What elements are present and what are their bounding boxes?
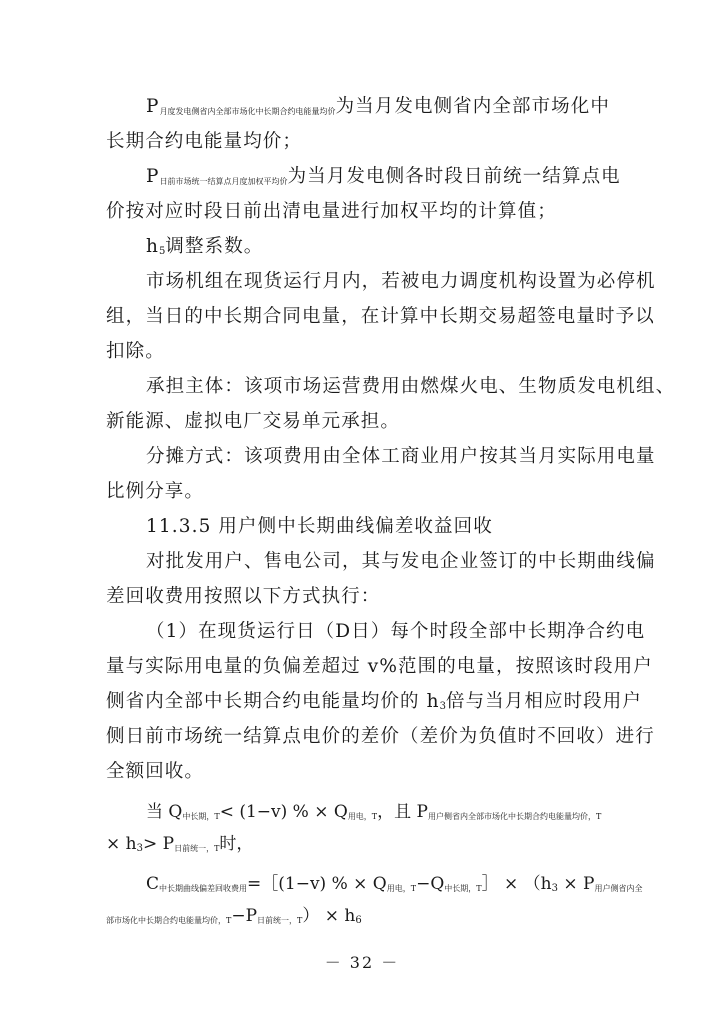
paragraph-line: 长期合约电能量均价； [106, 131, 303, 152]
math-text: > P [142, 834, 175, 854]
text: 侧省内全部中长期合约电能量均价的 h [106, 691, 440, 712]
subscript: 日前市场统一结算点月度加权平均价 [159, 177, 288, 186]
symbol-p: P [146, 96, 160, 117]
paragraph-line: 对批发用户、售电公司，其与发电企业签订的中长期曲线偏 [146, 551, 656, 572]
page-number: － 32 － [324, 953, 400, 972]
formula-cost-line1 [146, 872, 666, 901]
math-text: ） × h [302, 906, 356, 926]
subscript: 中长期曲线偏差回收费用 [159, 884, 248, 893]
subscript: 用电，T [347, 812, 378, 821]
math-text: =［(1−v) % × Q [247, 874, 387, 894]
paragraph-line: 全额回收。 [106, 761, 205, 782]
paragraph-line: 侧日前市场统一结算点电价的差价（差价为负值时不回收）进行 [106, 726, 655, 747]
paragraph-line [146, 165, 626, 194]
subscript: 月度发电侧省内全部市场化中长期合约电能量均价 [159, 107, 336, 116]
subscript: 日前统一，T [257, 916, 303, 925]
subscript: 日前统一，T [174, 844, 220, 853]
subscript: 用户侧省内全 [594, 884, 643, 893]
paragraph-line: 扣除。 [106, 341, 165, 362]
subscript: 部市场化中长期合约电能量均价，T [106, 916, 232, 925]
paragraph-line: 新能源、虚拟电厂交易单元承担。 [106, 411, 401, 432]
math-text: × h [106, 834, 137, 854]
symbol-h: h [146, 236, 160, 257]
text: 调整系数。 [165, 236, 264, 257]
paragraph-line: （1）在现货运行日（D日）每个时段全部中长期净合约电 [146, 621, 646, 642]
subscript: 中长期，T [444, 884, 482, 893]
math-text: −P [231, 906, 258, 926]
subscript: 5 [159, 246, 166, 257]
math-text: −Q [416, 874, 445, 894]
paragraph-line: 比例分享。 [106, 481, 205, 502]
subscript: 用户侧省内全部市场化中长期合约电能量均价，T [428, 812, 602, 821]
math-text: ，且 P [377, 802, 428, 822]
paragraph-line: 差回收费用按照以下方式执行： [106, 586, 381, 607]
math-text: 时， [219, 834, 254, 854]
section-heading: 11.3.5 用户侧中长期曲线偏差收益回收 [146, 516, 493, 537]
subscript: 3 [439, 701, 446, 712]
symbol-p: P [146, 166, 160, 187]
text: 为当月发电侧省内全部市场化中 [335, 96, 610, 117]
paragraph-line: 市场机组在现货运行月内，若被电力调度机构设置为必停机 [146, 271, 656, 292]
formula-condition-line2 [106, 832, 626, 861]
subscript: 3 [551, 883, 558, 894]
formula-cost-line2 [106, 904, 626, 933]
math-text: 当 Q [146, 802, 183, 822]
subscript: 中长期，T [182, 812, 220, 821]
formula-condition-line1 [146, 800, 666, 829]
math-text: < (1−v) % × Q [219, 802, 348, 822]
paragraph-line [106, 690, 642, 719]
text: 为当月发电侧各时段日前统一结算点电 [287, 166, 621, 187]
subscript: 6 [355, 915, 362, 926]
paragraph-line: 价按对应时段日前出清电量进行加权平均的计算值； [106, 201, 557, 222]
paragraph-line [146, 95, 626, 124]
math-text: C [146, 874, 160, 894]
math-text: × P [558, 874, 595, 894]
paragraph-line: 组，当日的中长期合同电量，在计算中长期交易超签电量时予以 [106, 306, 655, 327]
text: 倍与当月相应时段用户 [445, 691, 642, 712]
paragraph-line: 承担主体：该项市场运营费用由燃煤火电、生物质发电机组、 [146, 376, 676, 397]
subscript: 用电，T [386, 884, 417, 893]
paragraph-line: 量与实际用电量的负偏差超过 v%范围的电量，按照该时段用户 [106, 656, 653, 677]
paragraph-line [146, 235, 626, 264]
subscript: 3 [136, 843, 143, 854]
math-text: ］ × （h [481, 874, 552, 894]
paragraph-line: 分摊方式：该项费用由全体工商业用户按其当月实际用电量 [146, 446, 656, 467]
